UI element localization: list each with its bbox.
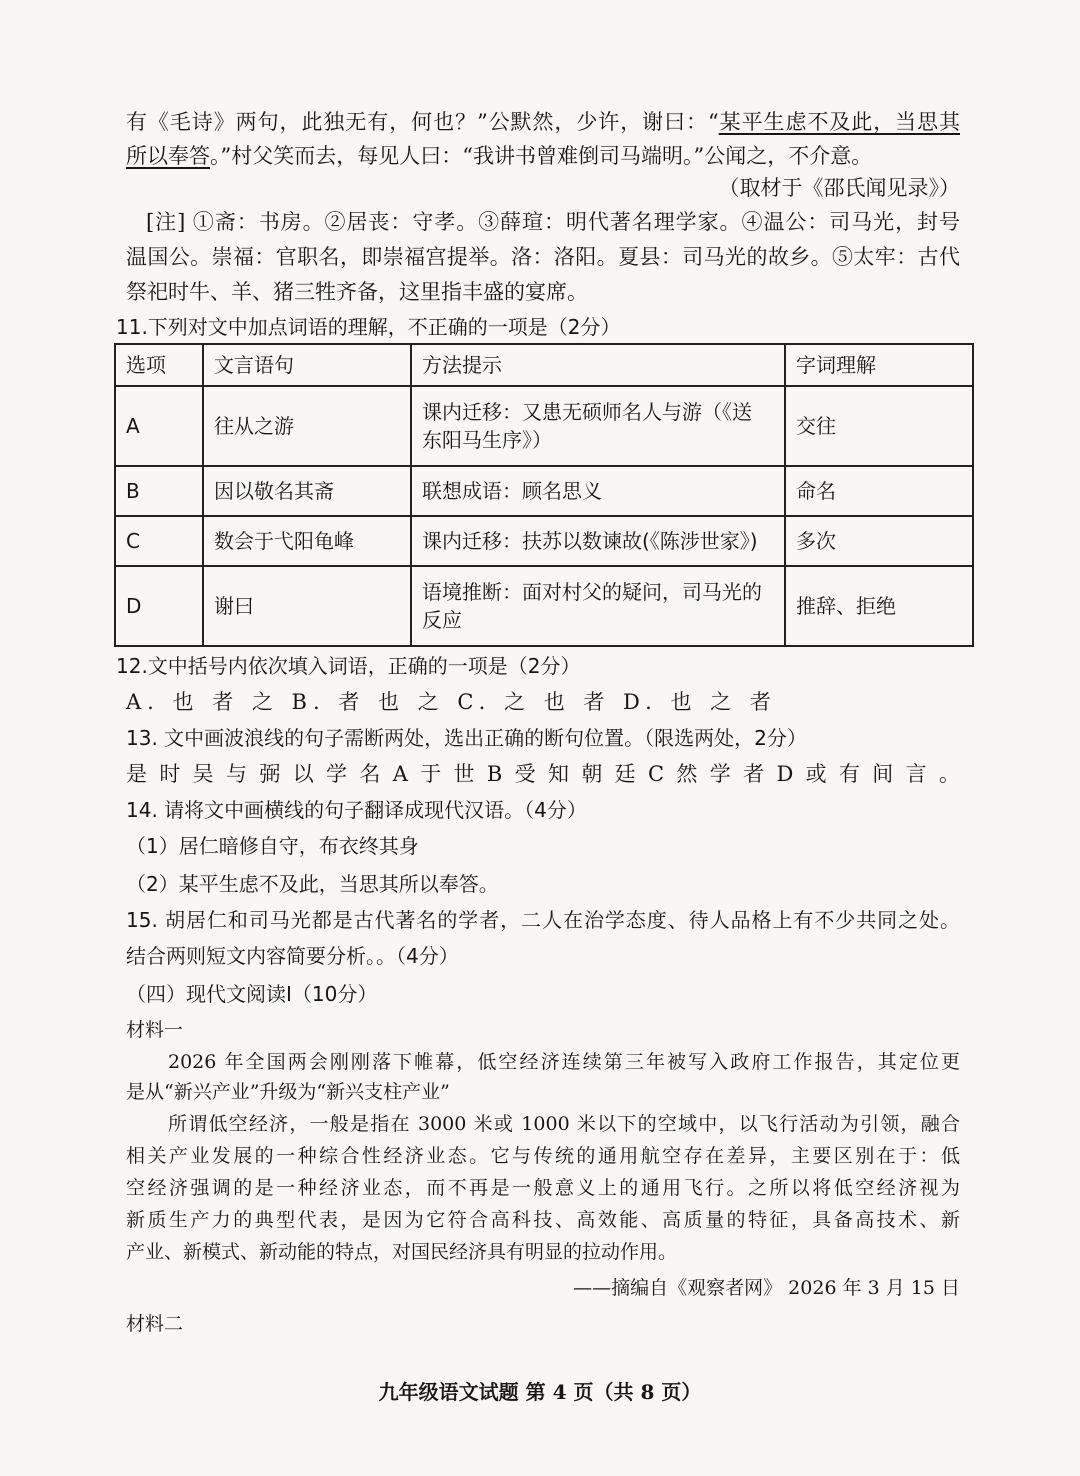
header-option: 选项 bbox=[115, 344, 203, 386]
option-meaning: 交往 bbox=[785, 386, 973, 466]
m1-line-4: 相关产业发展的一种综合性经济业态。它与传统的通用航空存在差异，主要区别在于：低 bbox=[126, 1145, 960, 1167]
passage-text: 。”村父笑而去，每见人曰：“我讲书曾难倒司马端明。”公闻之，不介意。 bbox=[210, 144, 873, 168]
section-title: （四）现代文阅读Ⅰ（10分） bbox=[126, 982, 378, 1006]
option-sentence: 往从之游 bbox=[203, 386, 411, 466]
q12-stem: 12.文中括号内依次填入词语，正确的一项是（2分） bbox=[116, 654, 581, 678]
option-hint bbox=[411, 386, 785, 466]
option-hint: 联想成语：顾名思义 bbox=[411, 466, 785, 516]
option-letter: A bbox=[115, 386, 203, 466]
option-sentence: 因以敬名其斋 bbox=[203, 466, 411, 516]
passage-source: （取材于《邵氏闻见录》） bbox=[718, 176, 960, 200]
note-line-2: 温国公。崇福：官职名，即崇福宫提举。洛：洛阳。夏县：司马光的故乡。⑤太牢：古代 bbox=[126, 245, 960, 269]
option-meaning: 多次 bbox=[785, 516, 973, 566]
q15-line-1: 15. 胡居仁和司马光都是古代著名的学者，二人在治学态度、待人品格上有不少共同之处。 bbox=[126, 908, 960, 932]
underlined-sentence: 某平生虑不及此，当思其 bbox=[718, 110, 960, 134]
passage-line-2 bbox=[126, 142, 960, 170]
m1-line-1: 2026 年全国两会刚刚落下帷幕，低空经济连续第三年被写入政府工作报告，其定位更 bbox=[168, 1051, 960, 1073]
q15-line-2: 结合两则短文内容简要分析。。（4分） bbox=[126, 944, 459, 968]
q13-sentence: 是时吴与弼以学名A于世B受知朝廷C然学者D或有间言。 bbox=[126, 762, 960, 786]
m1-source: ——摘编自《观察者网》 2026 年 3 月 15 日 bbox=[573, 1277, 960, 1299]
option-letter: D bbox=[115, 566, 203, 646]
option-hint bbox=[411, 566, 785, 646]
table-row bbox=[115, 386, 973, 466]
q14-stem: 14. 请将文中画横线的句子翻译成现代汉语。（4分） bbox=[126, 798, 587, 822]
option-meaning: 推辞、拒绝 bbox=[785, 566, 973, 646]
material-1-label: 材料一 bbox=[126, 1019, 184, 1041]
hint-line: 课内迁移：又患无硕师名人与游（《送 bbox=[422, 400, 752, 424]
table-row bbox=[115, 466, 973, 516]
m1-line-2: 是从“新兴产业”升级为“新兴支柱产业” bbox=[126, 1081, 450, 1103]
q11-options-table bbox=[114, 343, 974, 647]
hint-line: 反应 bbox=[422, 608, 462, 632]
note-line-1: [注] ①斋：书房。②居丧：守孝。③薛瑄：明代著名理学家。④温公：司马光，封号 bbox=[146, 210, 960, 234]
q11-stem: 11.下列对文中加点词语的理解，不正确的一项是（2分） bbox=[116, 315, 621, 339]
m1-line-5: 空经济强调的是一种经济业态，而不再是一般意义上的通用飞行。之所以将低空经济视为 bbox=[126, 1177, 960, 1199]
hint-line: 语境推断：面对村父的疑问，司马光的 bbox=[422, 580, 762, 604]
underlined-sentence: 所以奉答 bbox=[126, 144, 210, 168]
passage-line-1 bbox=[126, 108, 960, 136]
header-meaning: 字词理解 bbox=[785, 344, 973, 386]
material-2-label: 材料二 bbox=[126, 1313, 184, 1335]
m1-line-3: 所谓低空经济，一般是指在 3000 米或 1000 米以下的空域中，以飞行活动为引领，融合 bbox=[168, 1113, 960, 1135]
option-sentence: 数会于弋阳龟峰 bbox=[203, 516, 411, 566]
header-hint: 方法提示 bbox=[411, 344, 785, 386]
page-footer: 九年级语文试题 第 4 页（共 8 页） bbox=[378, 1380, 702, 1404]
option-sentence: 谢曰 bbox=[203, 566, 411, 646]
option-meaning: 命名 bbox=[785, 466, 973, 516]
table-row bbox=[115, 516, 973, 566]
option-letter: B bbox=[115, 466, 203, 516]
q12-options: A. 也 者 之 B. 者 也 之 C. 之 也 者 D. 也 之 者 bbox=[126, 690, 777, 714]
m1-line-7: 产业、新模式、新动能的特点，对国民经济具有明显的拉动作用。 bbox=[126, 1241, 678, 1263]
q14-item-2: （2）某平生虑不及此，当思其所以奉答。 bbox=[126, 872, 499, 896]
hint-line: 东阳马生序》） bbox=[422, 428, 552, 452]
passage-text: 有《毛诗》两句，此独无有，何也？”公默然，少许，谢曰：“ bbox=[126, 110, 719, 134]
m1-line-6: 新质生产力的典型代表，是因为它符合高科技、高效能、高质量的特征，具备高技术、新 bbox=[126, 1209, 960, 1231]
q14-item-1: （1）居仁暗修自守，布衣终其身 bbox=[126, 834, 419, 858]
note-line-3: 祭祀时牛、羊、猪三牲齐备，这里指丰盛的宴席。 bbox=[126, 280, 588, 304]
q13-stem: 13. 文中画波浪线的句子需断两处，选出正确的断句位置。（限选两处，2分） bbox=[126, 726, 807, 750]
option-hint: 课内迁移：扶苏以数谏故(《陈涉世家》) bbox=[411, 516, 785, 566]
option-letter: C bbox=[115, 516, 203, 566]
table-row bbox=[115, 566, 973, 646]
header-sentence: 文言语句 bbox=[203, 344, 411, 386]
table-header-row bbox=[115, 344, 973, 386]
